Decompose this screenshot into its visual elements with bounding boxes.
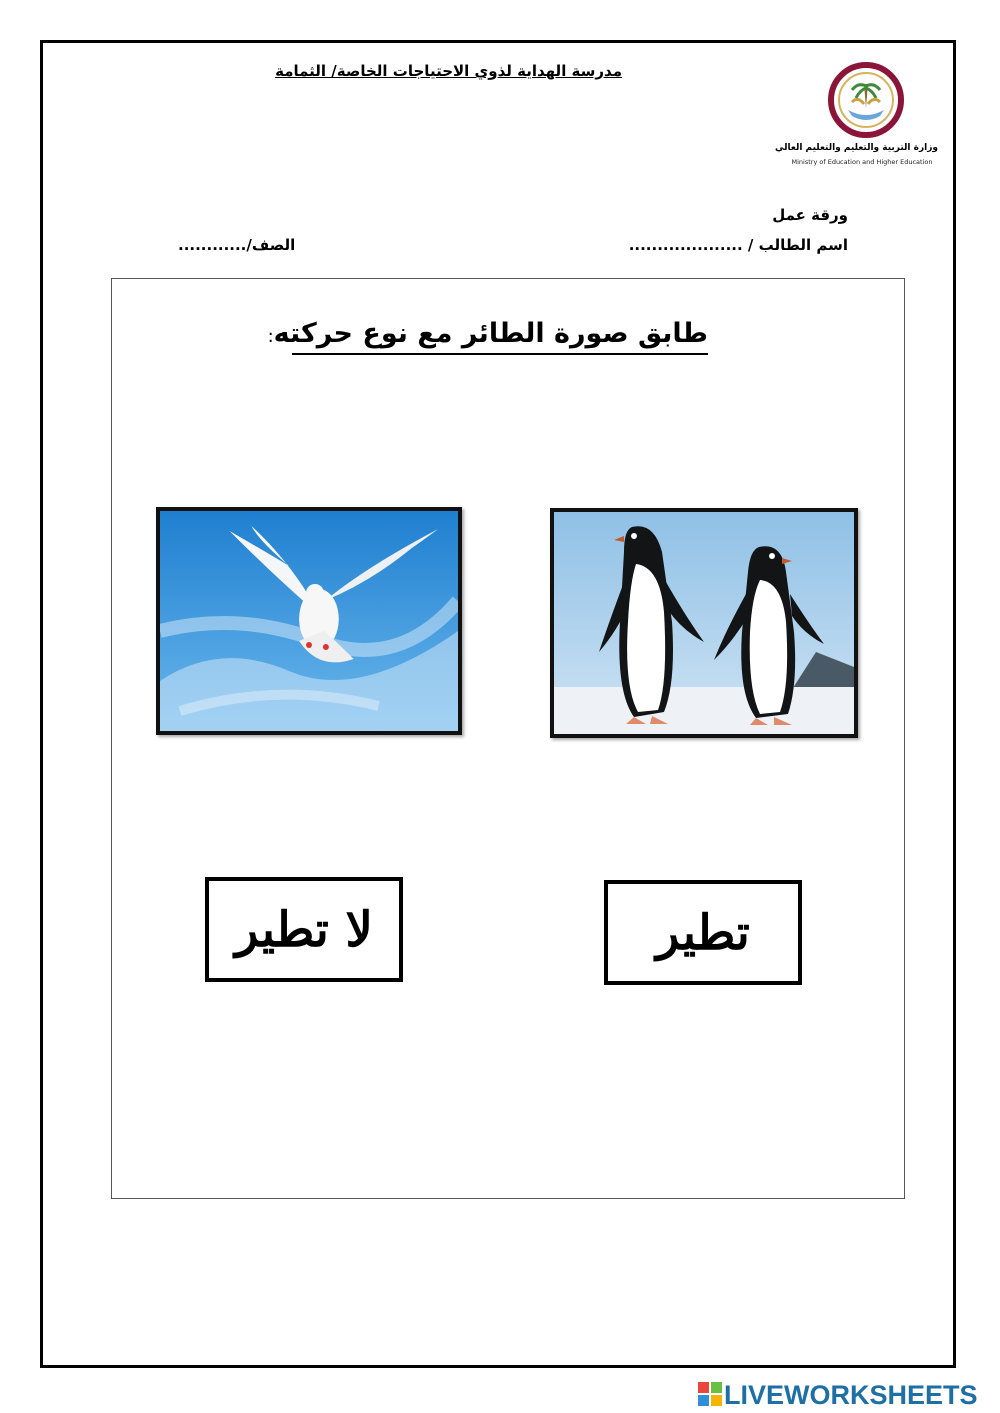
penguins-image[interactable] — [550, 508, 858, 738]
liveworksheets-logo-icon — [698, 1382, 722, 1408]
dove-illustration — [160, 511, 458, 731]
ministry-emblem-icon — [828, 62, 904, 138]
activity-box — [111, 278, 905, 1199]
label-cannot-fly[interactable]: لا تطير — [205, 877, 403, 982]
worksheet-title: ورقة عمل — [772, 206, 848, 224]
school-name: مدرسة الهداية لذوي الاحتياجات الخاصة/ الثمامة — [275, 62, 622, 80]
instruction-text: طابق صورة الطائر مع نوع حركته — [273, 318, 708, 349]
ministry-name-english: Ministry of Education and Higher Education — [791, 158, 933, 166]
activity-instruction — [267, 318, 708, 355]
liveworksheets-logo — [698, 1378, 978, 1412]
liveworksheets-brand-text: LIVEWORKSHEETS — [724, 1379, 978, 1410]
ministry-name-arabic: وزارة التربية والتعليم والتعليم العالي — [775, 143, 938, 153]
label-can-fly[interactable]: تطير — [604, 880, 802, 985]
student-name-field[interactable]: اسم الطالب / .................... — [628, 236, 848, 254]
dove-image[interactable] — [156, 507, 462, 735]
class-field[interactable]: الصف/............ — [178, 236, 296, 254]
penguins-illustration — [554, 512, 854, 734]
instruction-colon: : — [267, 326, 274, 347]
